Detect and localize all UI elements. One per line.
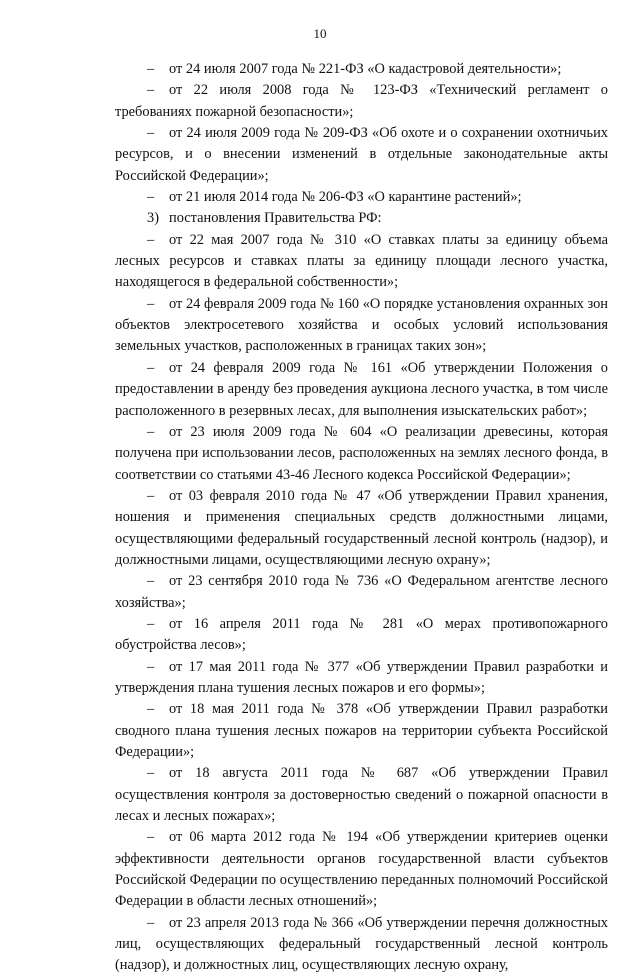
list-item-text: от 18 августа 2011 года № 687 «Об утверждении Правил осуществления контроля за достоверностью сведений о пожарной опасности в лесах и лесных пожарах»; [115, 765, 608, 825]
list-item [115, 699, 608, 763]
list-item-text: от 17 мая 2011 года № 377 «Об утверждении Правил разработки и утверждения плана тушения лесных пожаров и его формы»; [115, 658, 608, 696]
dash-marker: – [147, 701, 155, 718]
section-heading [115, 208, 608, 229]
dash-marker: – [147, 914, 155, 931]
list-item-text: от 24 июля 2007 года № 221-ФЗ «О кадастровой деятельности»; [169, 61, 562, 77]
dash-marker: – [147, 231, 155, 248]
list-item-text: от 21 июля 2014 года № 206-ФЗ «О карантине растений»; [169, 189, 522, 206]
dash-marker: – [147, 573, 155, 590]
dash-marker: – [147, 829, 155, 846]
list-item [115, 123, 608, 187]
list-item-text: от 24 февраля 2009 года № 160 «О порядке установления охранных зон объектов электросетевого хозяйства и особых условий использования земельных участков, расположенных в границах таких зон»; [115, 295, 608, 355]
dash-marker: – [147, 189, 155, 206]
list-item [115, 80, 608, 123]
dash-marker: – [147, 125, 155, 142]
list-item [115, 913, 608, 977]
document-body [115, 59, 608, 977]
list-item [115, 187, 608, 208]
list-item [115, 59, 608, 80]
list-item [115, 763, 608, 827]
list-item-text: от 23 июля 2009 года № 604 «О реализации древесины, которая получена при использовании лесов, расположенных на землях лесного фонда, в соответствии со статьями 43-46 Лесного кодекса Российской Федерации»; [115, 423, 608, 483]
list-item-text: от 24 февраля 2009 года № 161 «Об утверждении Положения о предоставлении в аренду без проведения аукциона лесного участка, в том числе расположенного в резервных лесах, для выполнения изыскательских работ»; [115, 359, 608, 419]
list-item-text: от 22 мая 2007 года № 310 «О ставках платы за единицу объема лесных ресурсов и ставках платы за единицу площади лесного участка, находящегося в федеральной собственности»; [115, 231, 608, 291]
dash-marker: – [147, 82, 155, 99]
list-item [115, 422, 608, 486]
list-item-text: от 23 апреля 2013 года № 366 «Об утверждении перечня должностных лиц, осуществляющих федеральный государственный лесной контроль (надзор), и должностных лиц, осуществляющих лесную охрану, [115, 914, 608, 974]
list-item [115, 486, 608, 571]
list-item-text: от 23 сентября 2010 года № 736 «О Федеральном агентстве лесного хозяйства»; [115, 573, 608, 611]
dash-marker: – [147, 765, 155, 782]
list-item-text: от 24 июля 2009 года № 209-ФЗ «Об охоте и о сохранении охотничьих ресурсов, и о внесении изменений в отдельные законодательные акты Российской Федерации»; [115, 125, 608, 184]
dash-marker: – [147, 487, 155, 504]
dash-marker: – [147, 615, 155, 632]
list-item [115, 294, 608, 358]
list-item [115, 657, 608, 700]
dash-marker: – [147, 423, 155, 440]
list-item-text: от 06 марта 2012 года № 194 «Об утверждении критериев оценки эффективности деятельности органов государственной власти субъектов Российской Федерации по осуществлению переданных полномочий Российской Федерации в области лесных отношений»; [115, 829, 608, 910]
list-item-text: от 16 апреля 2011 года № 281 «О мерах противопожарного обустройства лесов»; [115, 615, 608, 654]
list-item [115, 358, 608, 422]
page-number: 10 [313, 26, 327, 41]
list-item-text: от 22 июля 2008 года № 123-ФЗ «Технический регламент о требованиях пожарной безопасности»; [115, 82, 608, 120]
dash-marker: – [147, 295, 155, 312]
list-item [115, 614, 608, 657]
dash-marker: – [147, 658, 155, 675]
list-item-text: от 03 февраля 2010 года № 47 «Об утверждении Правил хранения, ношения и применения специальных средств должностными лицами, осуществляющими федеральный государственный лесной контроль (надзор), и должностными лицами, осуществляющими лесную охрану»; [115, 487, 608, 568]
list-item [115, 827, 608, 912]
list-item [115, 230, 608, 294]
dash-marker: – [147, 359, 155, 376]
list-item [115, 571, 608, 614]
section-number: 3) [147, 210, 159, 227]
dash-marker: – [147, 61, 155, 77]
section-heading-text: постановления Правительства РФ: [169, 210, 382, 227]
list-item-text: от 18 мая 2011 года № 378 «Об утверждении Правил разработки сводного плана тушения лесных пожаров на территории субъекта Российской Федерации»; [115, 701, 608, 760]
